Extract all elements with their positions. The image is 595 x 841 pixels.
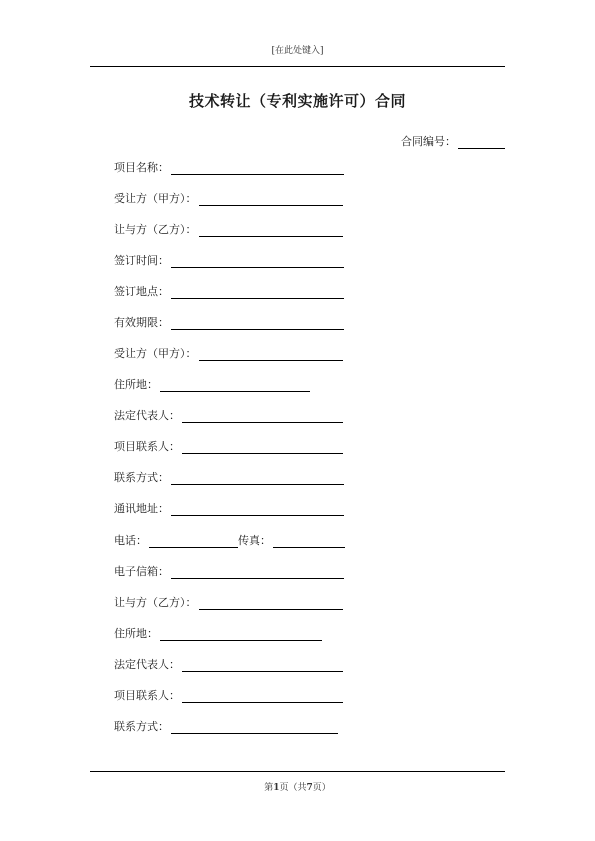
fill-blank: [171, 472, 344, 485]
fill-blank: [171, 566, 344, 579]
field-licensee: [114, 190, 343, 206]
field-label: 法定代表人：: [114, 658, 180, 671]
field-project-name: [114, 159, 344, 175]
field-phone-fax: [114, 532, 345, 548]
page-footer: [0, 780, 595, 793]
field-label: 项目联系人：: [114, 689, 180, 702]
fill-blank: [199, 597, 343, 610]
contract-number-blank: [458, 136, 505, 149]
fill-blank: [171, 255, 344, 268]
fill-blank: [182, 690, 343, 703]
field-label: 项目名称：: [114, 161, 169, 174]
fill-blank: [199, 224, 343, 237]
field-label: 电子信箱：: [114, 565, 169, 578]
field-label: 传真：: [238, 534, 271, 547]
page-prefix: 第: [264, 783, 274, 793]
field-sign-place: [114, 283, 344, 299]
fill-blank: [182, 659, 343, 672]
field-sign-date: [114, 252, 344, 268]
fill-blank: [182, 410, 343, 423]
fill-blank: [171, 503, 344, 516]
field-label: 受让方（甲方）：: [114, 347, 197, 360]
field-label: 联系方式：: [114, 471, 169, 484]
fill-blank: [149, 535, 238, 548]
field-label: 有效期限：: [114, 316, 169, 329]
fill-blank: [182, 441, 343, 454]
field-legal-rep: [114, 407, 343, 423]
field-label: 签订地点：: [114, 285, 169, 298]
contract-number-label: 合同编号：: [401, 135, 456, 148]
fill-blank: [171, 286, 344, 299]
field-validity: [114, 314, 344, 330]
footer-divider: [90, 771, 505, 772]
field-address-2: [114, 625, 322, 641]
fill-blank: [199, 193, 343, 206]
fill-blank: [273, 535, 345, 548]
field-licensor: [114, 221, 343, 237]
field-licensee-2: [114, 345, 343, 361]
field-project-contact: [114, 438, 343, 454]
page-header: [在此处键入]: [271, 46, 324, 56]
contract-number-field: [401, 133, 505, 149]
fill-blank: [171, 721, 338, 734]
page-middle: 页（共: [279, 783, 307, 793]
field-mailing-address: [114, 500, 344, 516]
fill-blank: [160, 628, 322, 641]
field-label: 项目联系人：: [114, 440, 180, 453]
header-divider: [90, 66, 505, 67]
field-contact-method-2: [114, 718, 338, 734]
field-label: 住所地：: [114, 627, 158, 640]
field-label: 签订时间：: [114, 254, 169, 267]
field-project-contact-2: [114, 687, 343, 703]
field-licensor-2: [114, 594, 343, 610]
field-label: 联系方式：: [114, 720, 169, 733]
field-label: 让与方（乙方）：: [114, 596, 197, 609]
page-current: 1: [273, 783, 280, 793]
field-label: 受让方（甲方）：: [114, 192, 197, 205]
fill-blank: [160, 379, 310, 392]
page-suffix: 页）: [312, 783, 331, 793]
field-legal-rep-2: [114, 656, 343, 672]
fill-blank: [171, 317, 344, 330]
field-label: 让与方（乙方）：: [114, 223, 197, 236]
field-email: [114, 563, 344, 579]
fill-blank: [171, 162, 344, 175]
fill-blank: [199, 348, 343, 361]
page-total: 7: [306, 783, 313, 793]
field-label: 法定代表人：: [114, 409, 180, 422]
field-label: 住所地：: [114, 378, 158, 391]
document-title: 技术转让（专利实施许可）合同: [188, 92, 406, 110]
field-address: [114, 376, 310, 392]
field-label: 电话：: [114, 534, 147, 547]
field-label: 通讯地址：: [114, 502, 169, 515]
field-contact-method: [114, 469, 344, 485]
